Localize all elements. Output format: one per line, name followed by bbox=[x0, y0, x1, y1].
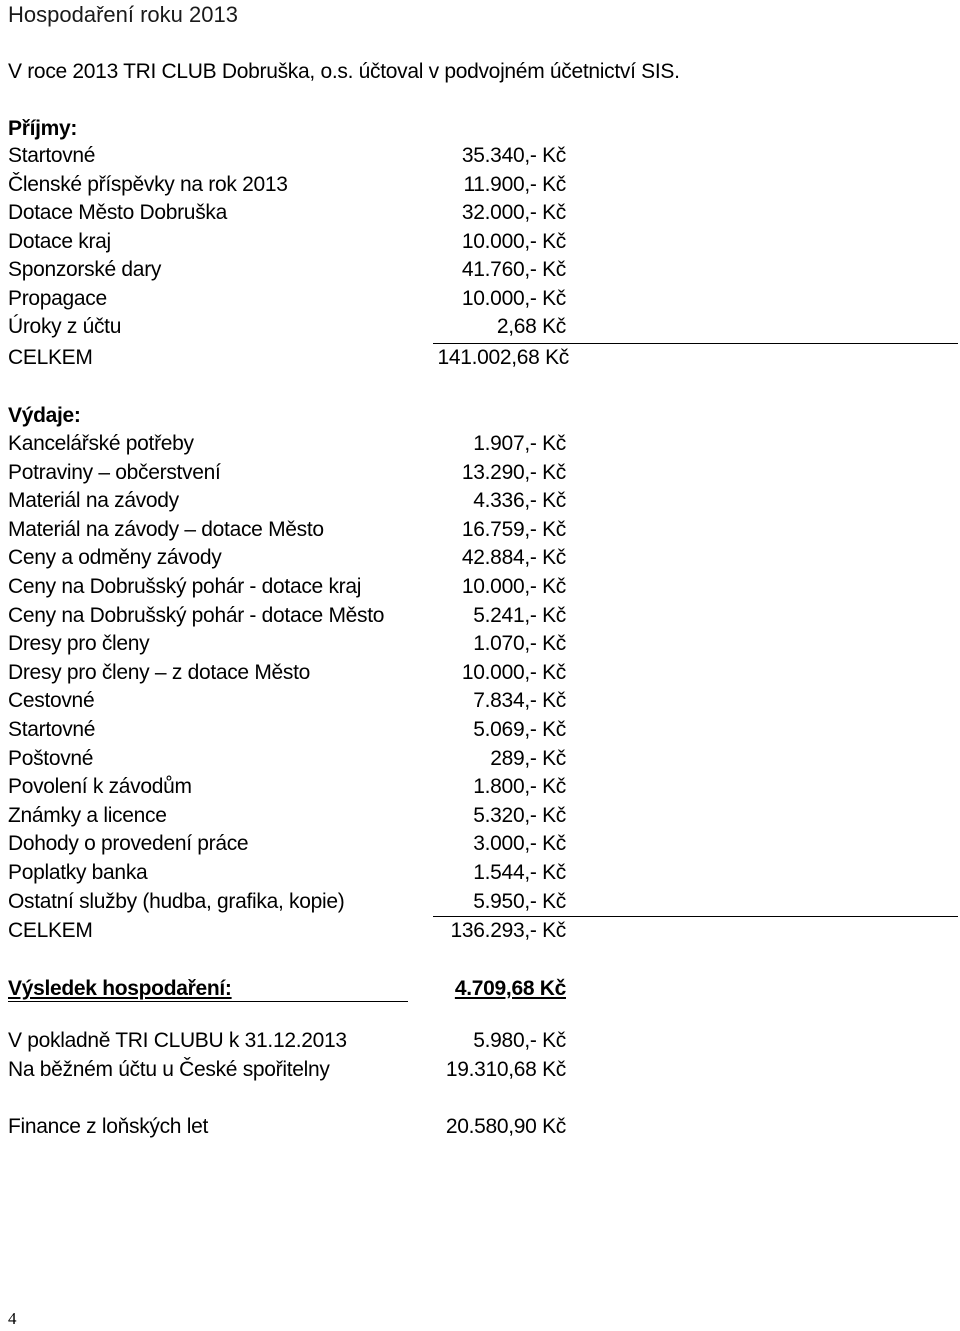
expense-item-label: Kancelářské potřeby bbox=[8, 432, 194, 455]
expense-item-label: Potraviny – občerstvení bbox=[8, 460, 221, 484]
income-item-value: 41.760,- Kč bbox=[461, 258, 566, 281]
income-item-row bbox=[8, 171, 958, 200]
expense-item-value: 16.759,- Kč bbox=[461, 517, 566, 541]
expenses-total-value: 136.293,- Kč bbox=[450, 919, 566, 942]
expense-item-row bbox=[8, 602, 958, 631]
expense-item-row bbox=[8, 516, 958, 545]
expense-item-value: 3.000,- Kč bbox=[473, 832, 566, 856]
expense-item-value: 1.907,- Kč bbox=[473, 432, 566, 455]
expense-item-row bbox=[8, 716, 958, 745]
income-item-value: 35.340,- Kč bbox=[461, 144, 566, 167]
expense-item-label: Dresy pro členy – z dotace Město bbox=[8, 660, 311, 684]
expense-item-value: 5.241,- Kč bbox=[473, 603, 566, 627]
expense-item-row bbox=[8, 459, 958, 488]
balance-value: 5.980,- Kč bbox=[473, 1029, 566, 1052]
expense-item-label: Ceny na Dobrušský pohár - dotace kraj bbox=[8, 575, 362, 598]
expense-item-row bbox=[8, 745, 958, 774]
income-total-value: 141.002,68 Kč bbox=[437, 346, 569, 369]
balance-label: Na běžném účtu u České spořitelny bbox=[8, 1058, 330, 1081]
expense-item-row bbox=[8, 487, 958, 516]
income-item-value: 2,68 Kč bbox=[496, 315, 566, 338]
expenses-heading: Výdaje: bbox=[8, 404, 81, 427]
expenses-total-label: CELKEM bbox=[8, 919, 93, 942]
income-item-value: 10.000,- Kč bbox=[461, 286, 566, 310]
expense-item-label: Materiál na závody – dotace Město bbox=[8, 517, 324, 541]
income-item-row bbox=[8, 228, 958, 257]
income-item-row bbox=[8, 285, 958, 314]
expense-item-label: Poštovné bbox=[8, 746, 94, 770]
expense-item-label: Povolení k závodům bbox=[8, 775, 192, 799]
expense-item-row bbox=[8, 830, 958, 859]
expense-item-value: 13.290,- Kč bbox=[461, 460, 566, 484]
expense-item-row bbox=[8, 544, 958, 573]
balance-row-bank bbox=[8, 1056, 958, 1085]
expense-item-value: 289,- Kč bbox=[490, 746, 566, 770]
expense-item-label: Známky a licence bbox=[8, 803, 167, 827]
income-heading: Příjmy: bbox=[8, 117, 78, 140]
previous-finance-value: 20.580,90 Kč bbox=[445, 1115, 566, 1138]
expense-item-row bbox=[8, 430, 958, 459]
expenses-total-row bbox=[8, 917, 958, 946]
expense-item-row bbox=[8, 659, 958, 688]
income-total-row bbox=[8, 344, 958, 373]
result-label: Výsledek hospodaření: bbox=[8, 977, 232, 1000]
expense-item-label: Startovné bbox=[8, 718, 96, 741]
expense-item-row bbox=[8, 859, 958, 888]
income-item-label: Členské příspěvky na rok 2013 bbox=[8, 172, 288, 196]
income-total-label: CELKEM bbox=[8, 346, 93, 369]
expense-item-value: 5.950,- Kč bbox=[473, 889, 566, 913]
expense-item-row bbox=[8, 888, 958, 917]
previous-finance-row bbox=[8, 1113, 958, 1142]
result-value: 4.709,68 Kč bbox=[454, 977, 566, 1000]
income-item-label: Sponzorské dary bbox=[8, 258, 162, 281]
expense-item-label: Materiál na závody bbox=[8, 489, 179, 513]
income-item-value: 32.000,- Kč bbox=[461, 201, 566, 224]
income-item-row bbox=[8, 256, 958, 285]
expense-item-value: 5.069,- Kč bbox=[473, 718, 566, 741]
page-title: Hospodaření roku 2013 bbox=[8, 2, 238, 27]
expense-item-row bbox=[8, 687, 958, 716]
expense-item-value: 5.320,- Kč bbox=[473, 803, 566, 827]
income-item-value: 11.900,- Kč bbox=[463, 172, 566, 196]
income-item-label: Úroky z účtu bbox=[8, 315, 122, 338]
result-row bbox=[8, 975, 958, 1004]
expense-item-value: 10.000,- Kč bbox=[461, 575, 566, 598]
page-number: 4 bbox=[8, 1309, 17, 1328]
expense-item-label: Ceny a odměny závody bbox=[8, 546, 222, 570]
balance-label: V pokladně TRI CLUBU k 31.12.2013 bbox=[8, 1029, 347, 1052]
expense-item-value: 1.544,- Kč bbox=[473, 861, 566, 884]
income-item-label: Dotace Město Dobruška bbox=[8, 201, 227, 224]
expense-item-label: Cestovné bbox=[8, 689, 95, 713]
income-item-label: Propagace bbox=[8, 286, 107, 310]
expense-item-value: 1.800,- Kč bbox=[473, 775, 566, 799]
expense-item-label: Dohody o provedení práce bbox=[8, 832, 249, 856]
income-item-label: Startovné bbox=[8, 144, 96, 167]
balance-value: 19.310,68 Kč bbox=[445, 1058, 566, 1081]
income-item-row bbox=[8, 313, 958, 342]
expense-item-row bbox=[8, 630, 958, 659]
income-item-value: 10.000,- Kč bbox=[461, 229, 566, 253]
expense-item-label: Poplatky banka bbox=[8, 861, 148, 884]
expense-item-label: Ceny na Dobrušský pohár - dotace Město bbox=[8, 603, 385, 627]
income-item-row bbox=[8, 142, 958, 171]
previous-finance-label: Finance z loňských let bbox=[8, 1115, 208, 1138]
expense-item-row bbox=[8, 573, 958, 602]
expense-item-row bbox=[8, 802, 958, 831]
expense-item-value: 1.070,- Kč bbox=[473, 632, 566, 656]
income-item-row bbox=[8, 199, 958, 228]
expense-item-value: 42.884,- Kč bbox=[461, 546, 566, 570]
expense-item-label: Ostatní služby (hudba, grafika, kopie) bbox=[8, 889, 345, 913]
intro-text: V roce 2013 TRI CLUB Dobruška, o.s. účtoval v podvojném účetnictví SIS. bbox=[8, 60, 680, 83]
balance-row-cash bbox=[8, 1027, 958, 1056]
expense-item-value: 10.000,- Kč bbox=[461, 660, 566, 684]
expense-item-value: 7.834,- Kč bbox=[473, 689, 566, 713]
income-item-label: Dotace kraj bbox=[8, 229, 111, 253]
expense-item-value: 4.336,- Kč bbox=[473, 489, 566, 513]
result-rule bbox=[8, 1001, 408, 1002]
expense-item-label: Dresy pro členy bbox=[8, 632, 150, 656]
expense-item-row bbox=[8, 773, 958, 802]
